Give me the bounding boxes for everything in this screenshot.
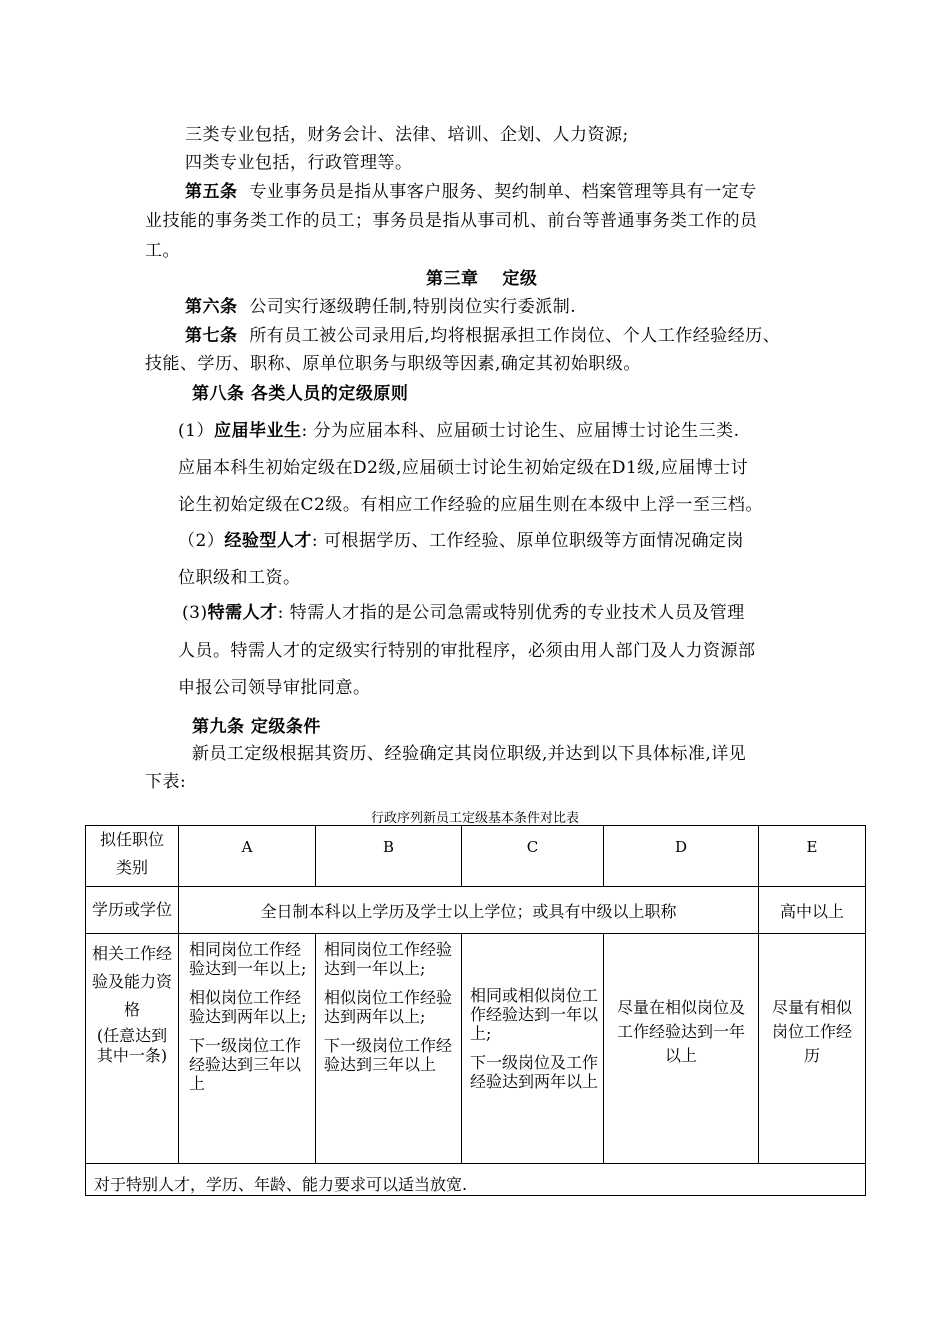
text-line: 位职级和工资。 — [178, 568, 301, 588]
cell-item: 下一级岗位工作经验达到三年以上 — [324, 1036, 453, 1074]
article-9-title: 第九条 定级条件 — [192, 717, 321, 737]
experience-row — [86, 934, 866, 1164]
item-3 — [182, 602, 745, 624]
item-text: : 可根据学历、工作经验、原单位职级等方面情况确定岗 — [311, 531, 744, 551]
table-header-row — [86, 826, 866, 887]
table-cell: 高中以上 — [759, 887, 866, 934]
article-5 — [185, 181, 757, 203]
table-caption: 行政序列新员工定级基本条件对比表 — [370, 811, 579, 826]
row-label: 学历或学位 — [86, 887, 179, 934]
article-text: 公司实行逐级聘任制,特别岗位实行委派制. — [249, 297, 577, 317]
article-text: 所有员工被公司录用后,均将根据承担工作岗位、个人工作经验经历、 — [249, 326, 781, 346]
table-footer: 对于特别人才，学历、年龄、能力要求可以适当放宽. — [86, 1164, 866, 1196]
item-2 — [178, 530, 744, 552]
row-label-cell — [86, 934, 179, 1164]
table-cell — [316, 934, 462, 1164]
table-cell: 全日制本科以上学历及学士以上学位；或具有中级以上职称 — [179, 887, 759, 934]
table-cell — [604, 934, 759, 1164]
table-cell — [462, 934, 604, 1164]
table-cell — [179, 934, 316, 1164]
item-1 — [178, 420, 740, 442]
text-line: 技能、学历、职称、原单位职务与职级等因素,确定其初始职级。 — [145, 354, 641, 374]
cell-item: 相同岗位工作经验达到一年以上; — [189, 940, 307, 978]
header-cell: A — [179, 826, 316, 887]
header-cell: C — [462, 826, 604, 887]
text-line: 应届本科生初始定级在D2级,应届硕士讨论生初始定级在D1级,应届博士讨 — [178, 458, 749, 478]
row-label: 相关工作经验及能力资格 — [91, 944, 172, 1019]
item-label: 经验型人才 — [224, 531, 312, 551]
article-label: 第五条 — [185, 182, 238, 202]
text-line: 新员工定级根据其资历、经验确定其岗位职级,并达到以下具体标准,详见 — [192, 744, 747, 764]
education-row — [86, 887, 866, 934]
text-line: 论生初始定级在C2级。有相应工作经验的应届生则在本级中上浮一至三档。 — [178, 495, 763, 515]
item-number: (1） — [178, 421, 214, 441]
cell-item: 相似岗位工作经验达到两年以上; — [324, 988, 453, 1026]
text-line: 三类专业包括，财务会计、法律、培训、企划、人力资源; — [185, 125, 629, 145]
text-line: 业技能的事务类工作的员工；事务员是指从事司机、前台等普通事务类工作的员 — [145, 211, 758, 231]
item-number: (3) — [182, 603, 208, 623]
article-8-title: 第八条 各类人员的定级原则 — [192, 384, 409, 404]
row-note: (任意达到其中一条) — [96, 1026, 168, 1065]
article-6 — [185, 296, 576, 318]
cell-item: 下一级岗位及工作经验达到两年以上 — [470, 1053, 599, 1091]
item-label: 特需人才 — [207, 603, 278, 623]
header-cell: B — [316, 826, 462, 887]
item-text: : 分为应届本科、应届硕士讨论生、应届博士讨论生三类. — [301, 421, 740, 441]
text-line: 四类专业包括，行政管理等。 — [185, 153, 413, 173]
article-7 — [185, 325, 780, 347]
header-cell: D — [604, 826, 759, 887]
text-line: 人员。特需人才的定级实行特别的审批程序，必须由用人部门及人力资源部 — [178, 641, 756, 661]
header-cell: 拟任职位类别 — [86, 826, 179, 887]
text-line: 下表: — [145, 772, 187, 792]
item-text: : 特需人才指的是公司急需或特别优秀的专业技术人员及管理 — [277, 603, 745, 623]
cell-item: 尽量有相似岗位工作经历 — [771, 998, 852, 1065]
cell-item: 尽量在相似岗位及工作经验达到一年以上 — [616, 998, 745, 1065]
cell-item: 相同或相似岗位工作经验达到一年以上; — [470, 986, 599, 1043]
article-label: 第七条 — [185, 326, 238, 346]
chapter-title: 第三章 定级 — [426, 269, 538, 289]
article-text: 专业事务员是指从事客户服务、契约制单、档案管理等具有一定专 — [249, 182, 757, 202]
text-line: 申报公司领导审批同意。 — [178, 678, 371, 698]
table-cell — [759, 934, 866, 1164]
item-number: （2） — [178, 531, 225, 551]
text-line: 工。 — [145, 241, 180, 261]
item-label: 应届毕业生 — [213, 421, 302, 441]
header-cell: E — [759, 826, 866, 887]
cell-item: 下一级岗位工作经验达到三年以上 — [189, 1036, 302, 1093]
footer-row — [86, 1164, 866, 1196]
article-label: 第六条 — [185, 297, 238, 317]
cell-item: 相似岗位工作经验达到两年以上; — [189, 988, 307, 1026]
cell-item: 相同岗位工作经验达到一年以上; — [324, 940, 453, 978]
grading-table — [85, 825, 866, 1196]
